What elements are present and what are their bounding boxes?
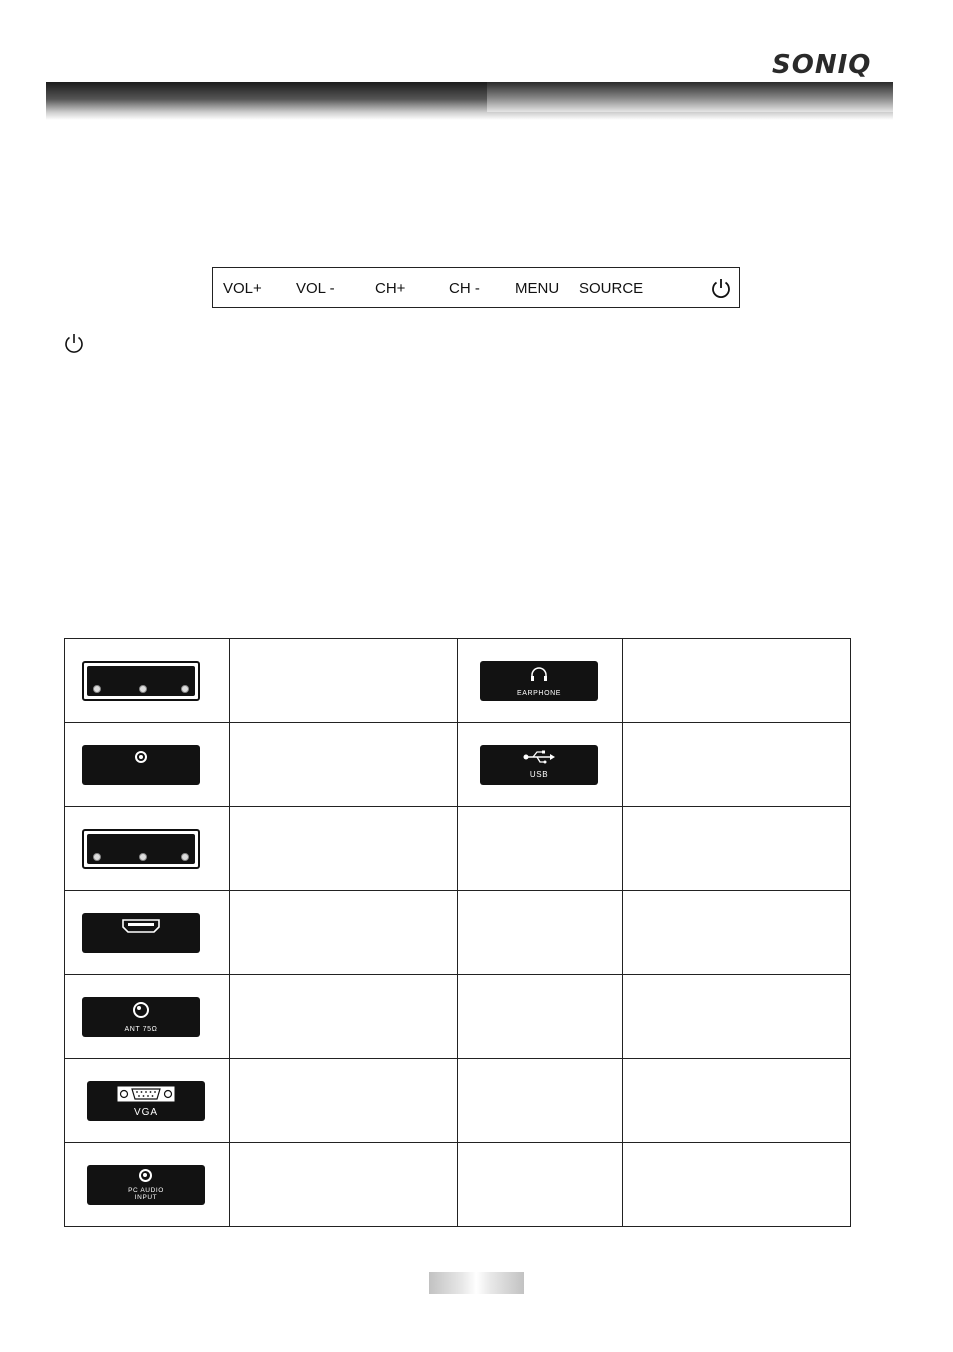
pc-audio-label: PC AUDIO INPUT xyxy=(128,1186,164,1201)
coaxial-jack xyxy=(82,745,200,785)
header-bar xyxy=(46,82,893,120)
table-row xyxy=(65,891,851,975)
vga-connector-icon xyxy=(117,1086,175,1102)
table-row xyxy=(65,1059,851,1143)
earphone-jack xyxy=(480,661,598,701)
table-row xyxy=(65,723,851,807)
vol-up-button[interactable]: VOL+ xyxy=(223,280,262,297)
pc-audio-input-jack xyxy=(87,1165,205,1205)
ports-table xyxy=(64,638,851,1227)
ypbpr-input-jack xyxy=(82,829,200,869)
menu-button[interactable]: MENU xyxy=(515,280,560,297)
source-button[interactable]: SOURCE xyxy=(579,280,644,297)
vga-port xyxy=(87,1081,205,1121)
power-icon[interactable] xyxy=(710,277,732,299)
hdmi-icon xyxy=(122,919,160,933)
antenna-port xyxy=(82,997,200,1037)
headphones-icon xyxy=(529,666,549,682)
hdmi-port xyxy=(82,913,200,953)
vga-label: VGA xyxy=(133,1106,159,1118)
av-input-jack xyxy=(82,661,200,701)
page-number-box xyxy=(429,1272,524,1294)
antenna-label: ANT 75Ω xyxy=(124,1025,158,1033)
power-icon xyxy=(63,332,85,354)
table-row xyxy=(65,975,851,1059)
usb-icon xyxy=(522,750,556,764)
usb-port xyxy=(480,745,598,785)
usb-label: USB xyxy=(529,769,549,779)
table-row xyxy=(65,807,851,891)
header-bar-right xyxy=(487,82,893,112)
soniq-logo: SONIQ xyxy=(772,50,872,80)
table-row xyxy=(65,639,851,723)
table-row xyxy=(65,1143,851,1227)
earphone-label: EARPHONE xyxy=(516,689,562,697)
control-panel xyxy=(212,267,740,308)
ch-down-button[interactable]: CH - xyxy=(449,280,480,297)
ch-up-button[interactable]: CH+ xyxy=(375,280,406,297)
vol-down-button[interactable]: VOL - xyxy=(296,280,335,297)
